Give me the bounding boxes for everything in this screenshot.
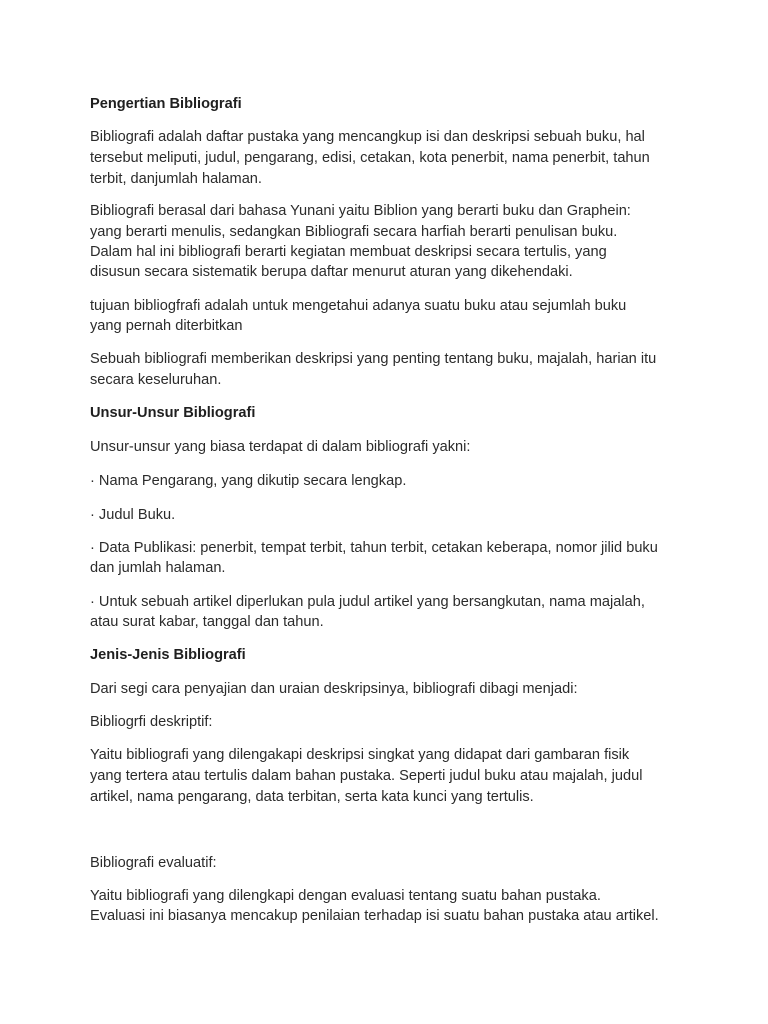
paragraph-line: yang berarti menulis, sedangkan Bibliografi secara harfiah berarti penulisan buku. xyxy=(90,224,618,240)
bullet-item: atau surat kabar, tanggal dan tahun. xyxy=(90,614,324,630)
paragraph-line: Bibliografi adalah daftar pustaka yang mencangkup isi dan deskripsi sebuah buku, hal xyxy=(90,129,645,145)
bullet-item: · Data Publikasi: penerbit, tempat terbit, tahun terbit, cetakan keberapa, nomor jilid buku xyxy=(90,540,658,556)
paragraph-line: yang tertera atau tertulis dalam bahan pustaka. Seperti judul buku atau majalah, judul xyxy=(90,768,643,784)
heading-jenis: Jenis-Jenis Bibliografi xyxy=(90,647,246,663)
paragraph-line: terbit, danjumlah halaman. xyxy=(90,171,262,187)
paragraph-line: Sebuah bibliografi memberikan deskripsi yang penting tentang buku, majalah, harian itu xyxy=(90,351,657,367)
paragraph-line: Dalam hal ini bibliografi berarti kegiatan membuat deskripsi secara tertulis, yang xyxy=(90,244,607,260)
paragraph-line: Yaitu bibliografi yang dilengkapi dengan evaluasi tentang suatu bahan pustaka. xyxy=(90,888,601,904)
paragraph-line: disusun secara sistematik berupa daftar menurut aturan yang dikehendaki. xyxy=(90,264,573,280)
paragraph-line: Yaitu bibliografi yang dilengakapi deskripsi singkat yang didapat dari gambaran fisik xyxy=(90,747,630,763)
bullet-item: · Judul Buku. xyxy=(90,507,176,523)
heading-pengertian: Pengertian Bibliografi xyxy=(90,96,242,112)
paragraph-line: Bibliografi evaluatif: xyxy=(90,855,217,871)
paragraph-line: Evaluasi ini biasanya mencakup penilaian terhadap isi suatu bahan pustaka atau artikel. xyxy=(90,908,659,924)
paragraph-line: tujuan bibliogfrafi adalah untuk mengetahui adanya suatu buku atau sejumlah buku xyxy=(90,298,627,314)
paragraph-line: artikel, nama pengarang, data terbitan, serta kata kunci yang tertulis. xyxy=(90,789,534,805)
paragraph-line: Dari segi cara penyajian dan uraian deskripsinya, bibliografi dibagi menjadi: xyxy=(90,681,578,697)
heading-unsur: Unsur-Unsur Bibliografi xyxy=(90,405,256,421)
paragraph-line: Unsur-unsur yang biasa terdapat di dalam bibliografi yakni: xyxy=(90,439,471,455)
paragraph-line: tersebut meliputi, judul, pengarang, edisi, cetakan, kota penerbit, nama penerbit, tahun xyxy=(90,150,650,166)
paragraph-line: secara keseluruhan. xyxy=(90,372,222,388)
paragraph-line: Bibliografi berasal dari bahasa Yunani yaitu Biblion yang berarti buku dan Graphein: xyxy=(90,203,631,219)
paragraph-line: Bibliogrfi deskriptif: xyxy=(90,714,213,730)
paragraph-line: yang pernah diterbitkan xyxy=(90,318,243,334)
bullet-item: · Nama Pengarang, yang dikutip secara lengkap. xyxy=(90,473,407,489)
bullet-item: · Untuk sebuah artikel diperlukan pula judul artikel yang bersangkutan, nama majalah, xyxy=(90,594,645,610)
bullet-item: dan jumlah halaman. xyxy=(90,560,226,576)
